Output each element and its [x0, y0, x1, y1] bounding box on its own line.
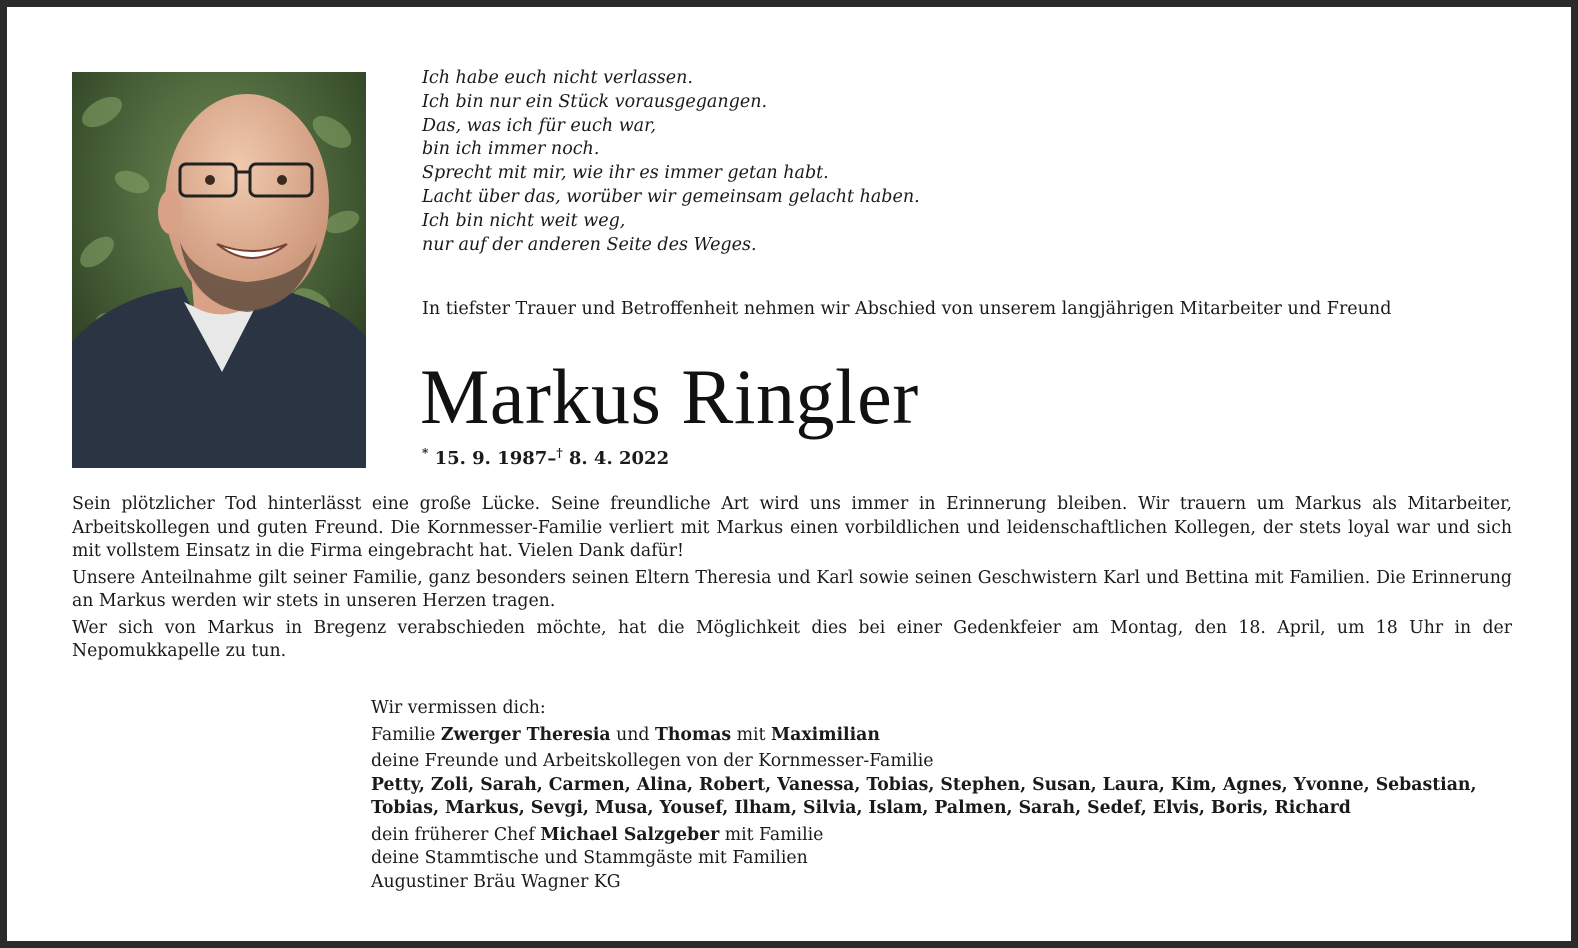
signature-block: [371, 697, 1516, 894]
death-date: 8. 4. 2022: [568, 448, 670, 469]
family-name-1: Zwerger Theresia: [440, 724, 611, 745]
poem-line: Ich bin nicht weit weg,: [422, 210, 626, 231]
poem-line: Ich habe euch nicht verlassen.: [422, 68, 693, 88]
boss-line: [371, 824, 1516, 848]
birth-symbol: *: [422, 446, 429, 460]
portrait-image: [72, 72, 366, 468]
boss-suffix: mit Familie: [724, 824, 824, 845]
body-paragraph: Sein plötzlicher Tod hinterlässt eine große Lücke. Seine freundliche Art wird uns immer in Erinnerung bleiben. Wir trauern um Markus als Mitarbeiter, Arbeitskollegen und guten Freund. Die Kornmesser-Familie verliert mit Markus einen vorbildlichen und leidenschaftlichen Kollegen, der stets loyal war und sich mit vollstem Einsatz in die Firma eingebracht hat. Vielen Dank dafür!: [72, 494, 1512, 561]
family-name-3: Maximilian: [771, 724, 880, 745]
family-name-2: Thomas: [654, 724, 732, 745]
life-dates: [422, 446, 669, 469]
poem-line: Das, was ich für euch war,: [422, 115, 657, 136]
portrait-photo: [72, 72, 366, 468]
family-and: und: [616, 724, 650, 745]
poem-line: Lacht über das, worüber wir gemeinsam gelacht haben.: [422, 186, 920, 207]
boss-prefix: dein früherer Chef: [371, 824, 535, 845]
date-separator: –: [547, 448, 557, 469]
poem-line: Ich bin nur ein Stück vorausgegangen.: [422, 91, 768, 112]
poem-line: Sprecht mit mir, wie ihr es immer getan habt.: [422, 163, 829, 184]
regulars-line: deine Stammtische und Stammgäste mit Familien: [371, 848, 808, 868]
family-line: [371, 724, 1516, 748]
body-paragraph: Wer sich von Markus in Bregenz verabschieden möchte, hat die Möglichkeit dies bei einer Gedenkfeier am Montag, den 18. April, um 18 Uhr in der Nepomukkapelle zu tun.: [72, 617, 1512, 661]
poem-line: bin ich immer noch.: [422, 139, 600, 160]
family-with: mit: [736, 724, 766, 745]
body-paragraph: Unsere Anteilnahme gilt seiner Familie, ganz besonders seinen Eltern Theresia und Karl sowie seinen Geschwistern Karl und Bettina mit Familien. Die Erinnerung an Markus werden wir stets in unseren Herzen tragen.: [72, 567, 1512, 611]
death-symbol: †: [556, 446, 563, 460]
poem: [422, 67, 920, 257]
signature-heading: Wir vermissen dich:: [371, 698, 546, 718]
company-line: Augustiner Bräu Wagner KG: [371, 871, 621, 892]
deceased-name: Markus Ringler: [420, 353, 919, 440]
poem-line: nur auf der anderen Seite des Weges.: [422, 234, 757, 255]
birth-date: 15. 9. 1987: [434, 448, 548, 469]
boss-name: Michael Salzgeber: [540, 824, 720, 845]
friends-names: Petty, Zoli, Sarah, Carmen, Alina, Robert, Vanessa, Tobias, Stephen, Susan, Laura, Kim, Agnes, Yvonne, Sebastian, Tobias, Markus, Sevgi, Musa, Yousef, Ilham, Silvia, Islam, Palmen, Sarah, Sedef, Elvis, Boris, Richard: [371, 774, 1477, 818]
obituary-body: [72, 493, 1512, 667]
intro-text: In tiefster Trauer und Betroffenheit nehmen wir Abschied von unserem langjährigen Mitarbeiter und Freund: [422, 299, 1392, 319]
friends-intro: deine Freunde und Arbeitskollegen von der Kornmesser-Familie: [371, 751, 934, 771]
family-prefix: Familie: [371, 724, 436, 745]
